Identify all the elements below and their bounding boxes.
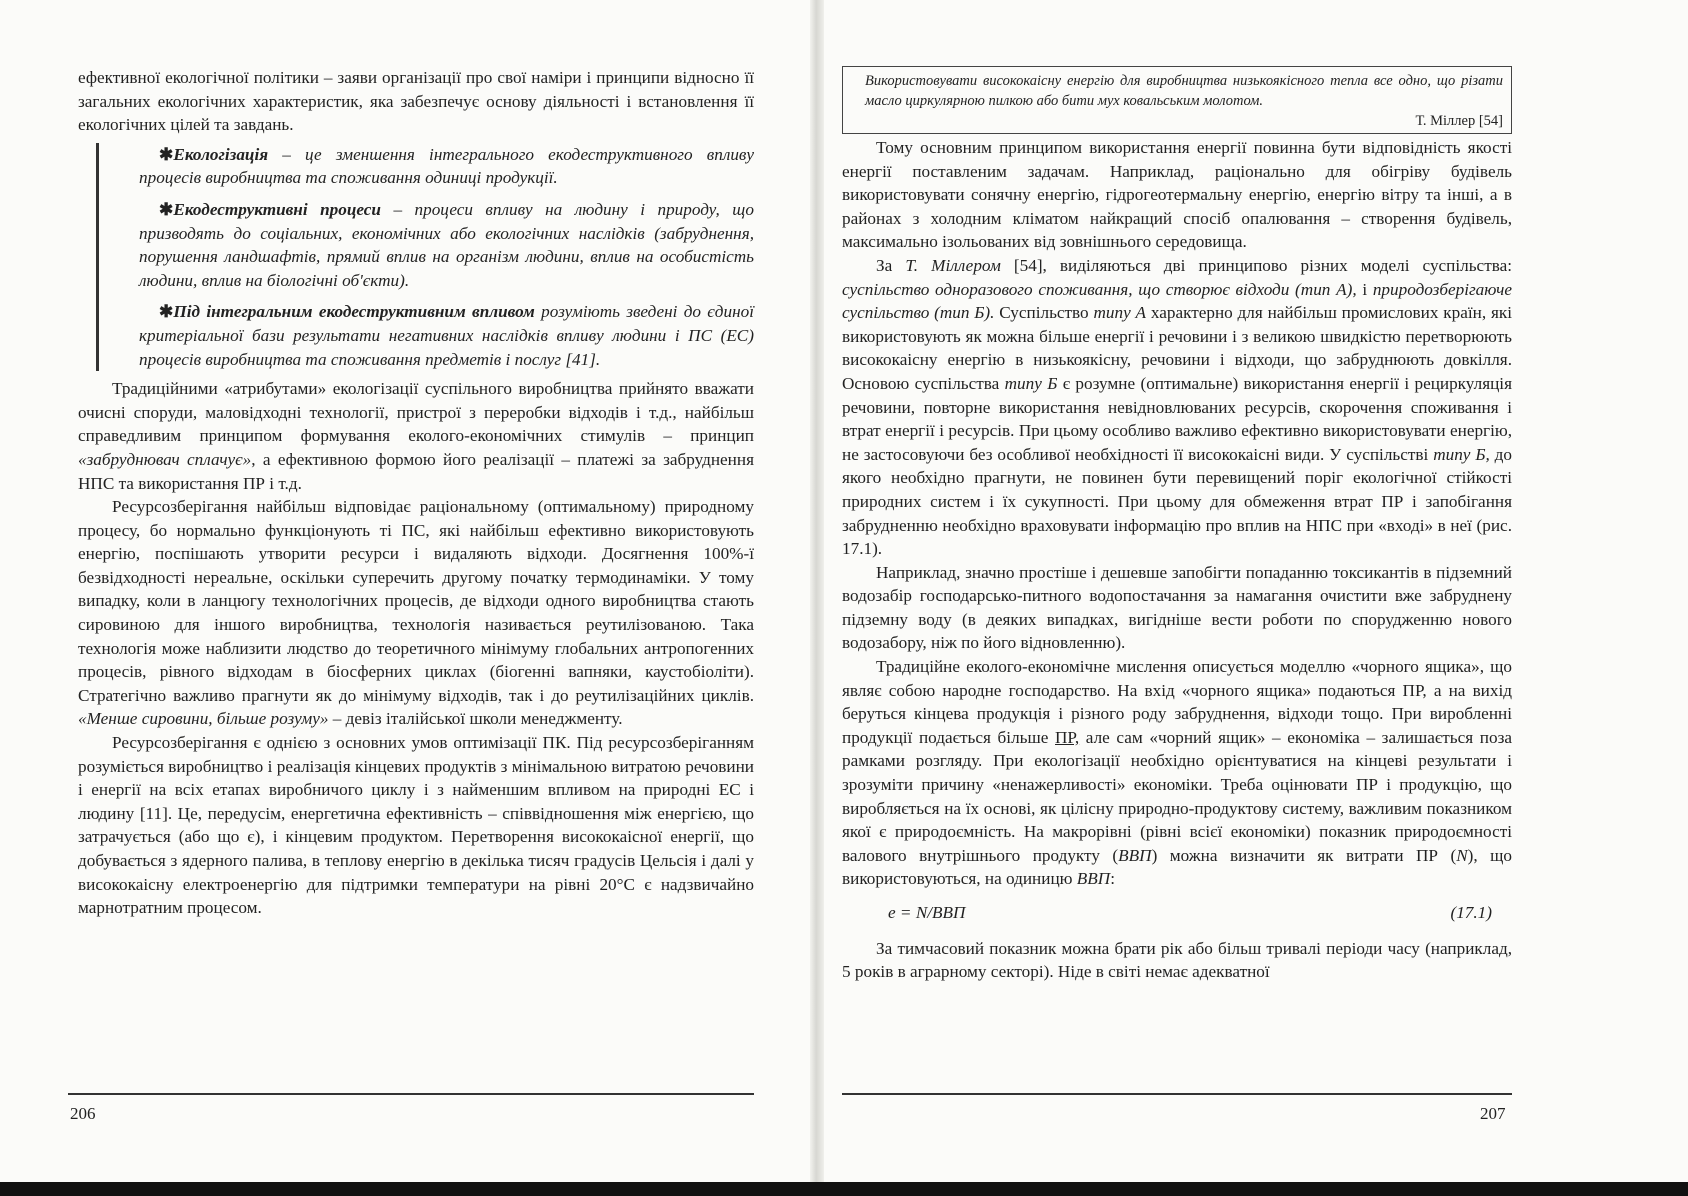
abbr-italic: ВВП: [1076, 869, 1111, 889]
page-number: 207: [1480, 1104, 1506, 1123]
right-page: [820, 0, 1688, 1196]
text-span: і: [1356, 279, 1373, 299]
formula-line: [842, 901, 1512, 925]
text-span: ), що використовуються, на одиницю: [842, 845, 1513, 889]
text-span: , а ефективною формою його реалізації – платежі за забруднення НПС та використання ПР і т.д.: [78, 449, 754, 493]
text-span: [54], виділяються дві принципово різних моделі суспільства:: [1000, 255, 1512, 275]
italic-quote: «Менше сировини, більше розуму»: [78, 709, 329, 729]
right-paragraph-1: Тому основним принципом використання енергії повинна бути відповідність якості енергії поставленим задачам. Наприклад, раціонально для обігріву будівель використовувати сонячну енергію, гідрогеотермальну енергію, енергію вітру та інші, а в районах з холодним кліматом найкращий спосіб опалювання – створення будівель, максимально ізольованих від зовнішнього середовища.: [842, 138, 1512, 252]
star-bullet-icon: ✱: [159, 302, 174, 322]
text-span: ) можна визначити як витрати ПР (: [1151, 845, 1457, 865]
text-span: Традиційними «атрибутами» екологізації суспільного виробництва прийнято вважати очисні споруди, маловідходні технології, пристрої з переробки відходів і т.д., найбільш справедливим принципом формування еколого-економічних стимулів – принцип: [78, 379, 754, 446]
author-name: Т. Міллером: [905, 255, 1001, 275]
right-paragraph-4: [842, 655, 1512, 891]
left-paragraph-4: Ресурсозберігання є однією з основних умов оптимізації ПК. Під ресурсозберіганням розуміється виробництво і реалізація кінцевих продуктів з мінімальною витратою речовини і енергії на всіх етапах виробничого циклу і з найменшим впливом на природні ЕС і людину [11]. Це, передусім, енергетична ефективність – співвідношення між енергією, що затрачується (або що є), і кінцевим продуктом. Перетворення висококаісної енергії, що добувається з ядерного палива, в теплову енергію в декілька тисяч градусів Цельсія і далі у висококаісну електроенергію для підтримки температури на рівні 20°С є надзвичайно марнотратним процесом.: [78, 733, 754, 918]
text-span: характерно для найбільш промислових країн, які використовують як можна більше енергії і речовини і з великою швидкістю перетворюють висококаісну енергію в низькоякісну, речовини і відходи, що забруднюють довкілля. Основою суспільства: [842, 303, 1512, 393]
definition-term: Під інтегральним екодеструктивним впливом: [173, 302, 535, 322]
right-paragraph-5: За тимчасовий показник можна брати рік або більш тривалі періоди часу (наприклад, 5 років в аграрному секторі). Ніде в світі немає адекватної: [842, 938, 1512, 982]
right-text-column: [842, 66, 1512, 984]
type-a-ref: типу А: [1093, 303, 1147, 323]
model-type-a: суспільство одноразового споживання, що створює відходи (тип А),: [842, 279, 1357, 299]
footer-rule: [68, 1093, 754, 1095]
left-text-column: [78, 66, 754, 920]
type-b-ref: типу Б: [1004, 373, 1058, 393]
star-bullet-icon: ✱: [159, 199, 174, 219]
text-span: є розумне (оптимальне) використання енергії і рециркуляція речовини, повторне використання невідновлюваних ресурсів, скорочення споживання і втрат енергії і ресурсів. При цьому особливо важливо ефективно використовувати енергію, не застосовуючи без особливої необхідності її висококаісні види. У суспільстві: [842, 373, 1512, 464]
definition-term: Екодеструктивні процеси: [173, 199, 381, 219]
text-span: Традиційне еколого-економічне мислення описується моделлю «чорного ящика», що являє собою народне господарство. На вхід «чорного ящика» подаються ПР, а на вихід беруться кінцева продукція і різного роду забруднення, відходи тощо. При виробленні продукції подається більше: [842, 657, 1512, 747]
formula-number: (17.1): [1450, 903, 1492, 922]
left-paragraph-2: [78, 377, 754, 495]
text-span: :: [1110, 869, 1115, 889]
footer-rule: [842, 1093, 1512, 1095]
right-paragraph-3: Наприклад, значно простіше і дешевше запобігти попаданню токсикантів в підземний водозабір господарсько-питного водопостачання за намагання очистити вже забруднену підземну воду (в деяких випадках, вигідніше вести роботи по спорудженню нового водозабору, ніж по його відновленню).: [842, 562, 1512, 653]
right-paragraph-2: [842, 254, 1512, 561]
quote-author: Т. Міллер [54]: [1415, 113, 1503, 129]
star-bullet-icon: ✱: [159, 144, 174, 164]
left-paragraph-1: ефективної екологічної політики – заяви організації про свої наміри і принципи відносно її загальних екологічних характеристик, яка забезпечує основу діяльності і встановлення її екологічних цілей та завдань.: [78, 68, 754, 135]
page-number: 206: [70, 1104, 96, 1123]
definition-1: [139, 143, 754, 190]
quote-text: Використовувати висококаісну енергію для виробництва низькоякісного тепла все одно, що різати масло циркулярною пилкою або бити мух ковальським молотом.: [865, 73, 1503, 109]
definitions-block: [96, 143, 754, 371]
definition-term: Екологізація: [173, 144, 269, 164]
model-type-b: природозберігаюче суспільство (тип Б).: [842, 279, 1512, 323]
italic-quote: «забруднювач сплачує»: [78, 449, 252, 469]
text-span: – девіз італійської школи менеджменту.: [328, 709, 623, 729]
definition-text: – це зменшення інтегрального екодеструктивного впливу процесів виробництва та споживання одиниці продукції.: [139, 144, 754, 188]
symbol-italic: N: [1456, 845, 1468, 865]
formula: e = N/ВВП: [888, 903, 966, 922]
text-span: до якого необхідно прагнути, не повинен бути перевищений поріг екологічної стійкості природних систем і їх сукупності. При цьому для обмеження втрат ПР і запобігання забрудненню необхідно враховувати інформацію про вплив на НПС при «вході» в неї (рис. 17.1).: [842, 444, 1513, 559]
type-b-ref: типу Б,: [1433, 444, 1490, 464]
underlined-text: ПР,: [1055, 727, 1080, 747]
epigraph-quote-box: [842, 66, 1512, 134]
text-span: За: [876, 255, 906, 275]
definition-text: розуміють зведені до єдиної критеріальної бази результати негативних наслідків впливу людини і ПС (ЕС) процесів виробництва та споживання предметів і послуг [41].: [139, 302, 754, 369]
definition-2: [139, 198, 754, 292]
left-page: [0, 0, 820, 1196]
left-paragraph-3: [78, 495, 754, 731]
definition-3: [139, 300, 754, 371]
scan-bottom-edge: [0, 1182, 1688, 1196]
text-span: але сам «чорний ящик» – економіка – залишається поза рамками розгляду. При екологізації необхідно орієнтуватися на кінцеві результати і зрозуміти причину «ненажерливості» економіки. Треба оцінювати ПР і продукцію, що виробляється на їх основі, як цілісну природно-продуктову систему, важливим показником якої є природоємність. На макрорівні (рівні всієї економіки) показник природоємності валового внутрішнього продукту (: [842, 727, 1513, 865]
text-span: Суспільство: [994, 303, 1094, 323]
abbr-italic: ВВП: [1118, 845, 1152, 865]
text-span: Ресурсозберігання найбільш відповідає раціональному (оптимальному) природному процесу, бо нормально функціонують ті ПС, які найбільш ефективно використовують енергію, поспішають утворити ресурси і видаляють відходи. Досягнення 100%-ї безвідходності нереальне, оскільки суперечить другому початку термодинаміки. У тому випадку, коли в ланцюгу технологічних процесів, де відходи одного виробництва стають сировиною для іншого виробництва, технологія називається реутилізованою. Така технологія може наблизити людство до теоретичного мінімуму глобальних антропогенних процесів, рівного відходам в біосферних циклах (біогенні вапняки, каустобіоліти). Стратегічно важливо прагнути як до мінімуму відходів, так і до реутилізаційних циклів.: [78, 497, 754, 705]
definition-text: – процеси впливу на людину і природу, що призводять до соціальних, економічних або екологічних наслідків (забруднення, порушення ландшафтів, прямий вплив на організм людини, вплив на особистість людини, вплив на біологічні об'єкти).: [139, 199, 754, 290]
